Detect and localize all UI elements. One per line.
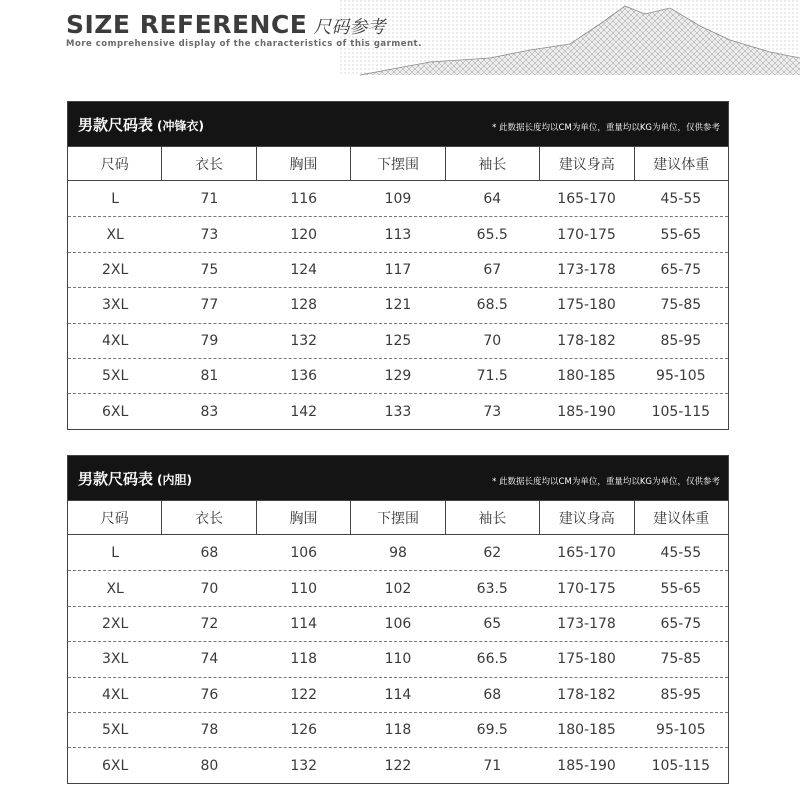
table-cell: 72 [200,615,219,632]
table-cell: 132 [290,332,318,349]
table-row [68,606,728,641]
table-cell: 68.5 [476,297,508,314]
table-cell: 178-182 [557,332,616,349]
table-cell: 109 [384,190,412,207]
table-cell: 2XL [101,615,129,632]
table-cell: 3XL [101,297,129,314]
page-subtitle: More comprehensive display of the characteristics of this garment. [66,39,422,49]
table-cell: 75-85 [660,297,702,314]
table-cell: 175-180 [557,651,616,668]
table-row [68,216,728,251]
table-row [68,393,728,428]
table-title: 男款尺码表 [78,116,154,134]
table-row [68,641,728,676]
table-subtitle: (冲锋衣) [157,119,204,133]
table-cell: 71.5 [476,368,508,385]
table-cell: 118 [290,651,318,668]
page-title: SIZE REFERENCE [66,10,308,39]
col-length: 衣长 [161,501,255,534]
col-sleeve: 袖长 [445,147,539,180]
table-cell: 132 [290,757,318,774]
page-header [0,0,800,80]
table-cell: 69.5 [476,722,508,739]
table-body [68,535,728,783]
col-height: 建议身高 [539,147,633,180]
table-header-bar [68,102,728,146]
table-cell: 76 [200,686,219,703]
table-cell: 116 [290,190,318,207]
col-hem: 下摆围 [350,147,444,180]
table-cell: 85-95 [660,686,702,703]
table-cell: 2XL [101,261,129,278]
table-cell: 165-170 [557,544,616,561]
table-cell: 98 [389,544,407,561]
table-cell: 110 [290,580,318,597]
table-cell: L [111,544,120,561]
table-cell: 77 [200,297,219,314]
table-cell: 66.5 [476,651,508,668]
table-cell: 126 [290,722,318,739]
table-subtitle: (内胆) [157,473,192,487]
table-cell: 95-105 [656,722,706,739]
table-cell: 120 [290,226,318,243]
table-cell: 118 [384,722,412,739]
table-cell: 133 [384,403,412,420]
col-length: 衣长 [161,147,255,180]
col-weight: 建议体重 [634,147,728,180]
table-cell: 85-95 [660,332,702,349]
table-cell: 65 [483,615,502,632]
table-cell: 55-65 [660,580,702,597]
table-cell: 122 [384,757,412,774]
table-cell: 81 [200,368,219,385]
table-cell: 83 [200,403,219,420]
table-cell: 122 [290,686,318,703]
table-cell: 74 [200,651,219,668]
table-cell: 106 [290,544,318,561]
col-sleeve: 袖长 [445,501,539,534]
table-cell: 62 [483,544,502,561]
table-cell: 71 [200,190,219,207]
table-cell: 173-178 [557,615,616,632]
table-row [68,287,728,322]
table-cell: 65-75 [660,615,702,632]
table-cell: 173-178 [557,261,616,278]
table-cell: 5XL [101,368,129,385]
table-row [68,358,728,393]
table-cell: 68 [200,544,219,561]
table-row [68,252,728,287]
table-cell: 70 [483,332,502,349]
table-note: * 此数据长度均以CM为单位，重量均以KG为单位，仅供参考 [492,477,720,487]
table-cell: 79 [200,332,219,349]
table-cell: 4XL [101,686,129,703]
table-header-bar [68,456,728,500]
table-cell: 113 [384,226,412,243]
table-row [68,677,728,712]
table-cell: 175-180 [557,297,616,314]
table-row [68,570,728,605]
table-cell: 114 [290,615,318,632]
table-cell: XL [106,580,124,597]
table-row [68,747,728,782]
table-cell: 75-85 [660,651,702,668]
column-headers [68,146,728,181]
size-table-jacket [67,101,729,430]
table-title: 男款尺码表 [78,470,154,488]
table-cell: XL [106,226,124,243]
table-cell: 110 [384,651,412,668]
table-row [68,535,728,570]
table-cell: 80 [200,757,219,774]
size-table-liner [67,455,729,784]
table-cell: 180-185 [557,368,616,385]
table-note: * 此数据长度均以CM为单位，重量均以KG为单位，仅供参考 [492,123,720,133]
table-row [68,181,728,216]
table-cell: 6XL [101,403,129,420]
table-cell: 64 [483,190,502,207]
table-cell: 4XL [101,332,129,349]
col-height: 建议身高 [539,501,633,534]
table-cell: 105-115 [651,403,711,420]
table-cell: 170-175 [557,580,616,597]
page-title-cn: 尺码参考 [313,17,386,38]
table-cell: 71 [483,757,502,774]
table-cell: L [111,190,120,207]
table-cell: 165-170 [557,190,616,207]
col-hem: 下摆围 [350,501,444,534]
table-cell: 63.5 [476,580,508,597]
col-weight: 建议体重 [634,501,728,534]
table-row [68,323,728,358]
table-cell: 121 [384,297,412,314]
table-cell: 73 [483,403,502,420]
table-cell: 170-175 [557,226,616,243]
table-cell: 65.5 [476,226,508,243]
table-cell: 70 [200,580,219,597]
col-chest: 胸围 [256,147,350,180]
table-cell: 78 [200,722,219,739]
col-size: 尺码 [100,510,129,527]
table-cell: 105-115 [651,757,711,774]
column-headers [68,500,728,535]
table-cell: 142 [290,403,318,420]
col-size: 尺码 [100,156,129,173]
table-cell: 6XL [101,757,129,774]
table-cell: 102 [384,580,412,597]
table-cell: 68 [483,686,502,703]
table-cell: 129 [384,368,412,385]
table-body [68,181,728,429]
table-cell: 73 [200,226,219,243]
table-cell: 55-65 [660,226,702,243]
table-cell: 106 [384,615,412,632]
table-cell: 114 [384,686,412,703]
table-cell: 5XL [101,722,129,739]
table-cell: 136 [290,368,318,385]
table-cell: 124 [290,261,318,278]
table-cell: 95-105 [656,368,706,385]
table-cell: 185-190 [557,403,616,420]
table-cell: 125 [384,332,412,349]
table-cell: 185-190 [557,757,616,774]
table-cell: 117 [384,261,412,278]
table-cell: 178-182 [557,686,616,703]
col-chest: 胸围 [256,501,350,534]
table-cell: 65-75 [660,261,702,278]
table-cell: 45-55 [660,190,702,207]
table-cell: 75 [200,261,219,278]
table-cell: 67 [483,261,502,278]
table-row [68,712,728,747]
table-cell: 128 [290,297,318,314]
table-cell: 45-55 [660,544,702,561]
table-cell: 180-185 [557,722,616,739]
table-cell: 3XL [101,651,129,668]
